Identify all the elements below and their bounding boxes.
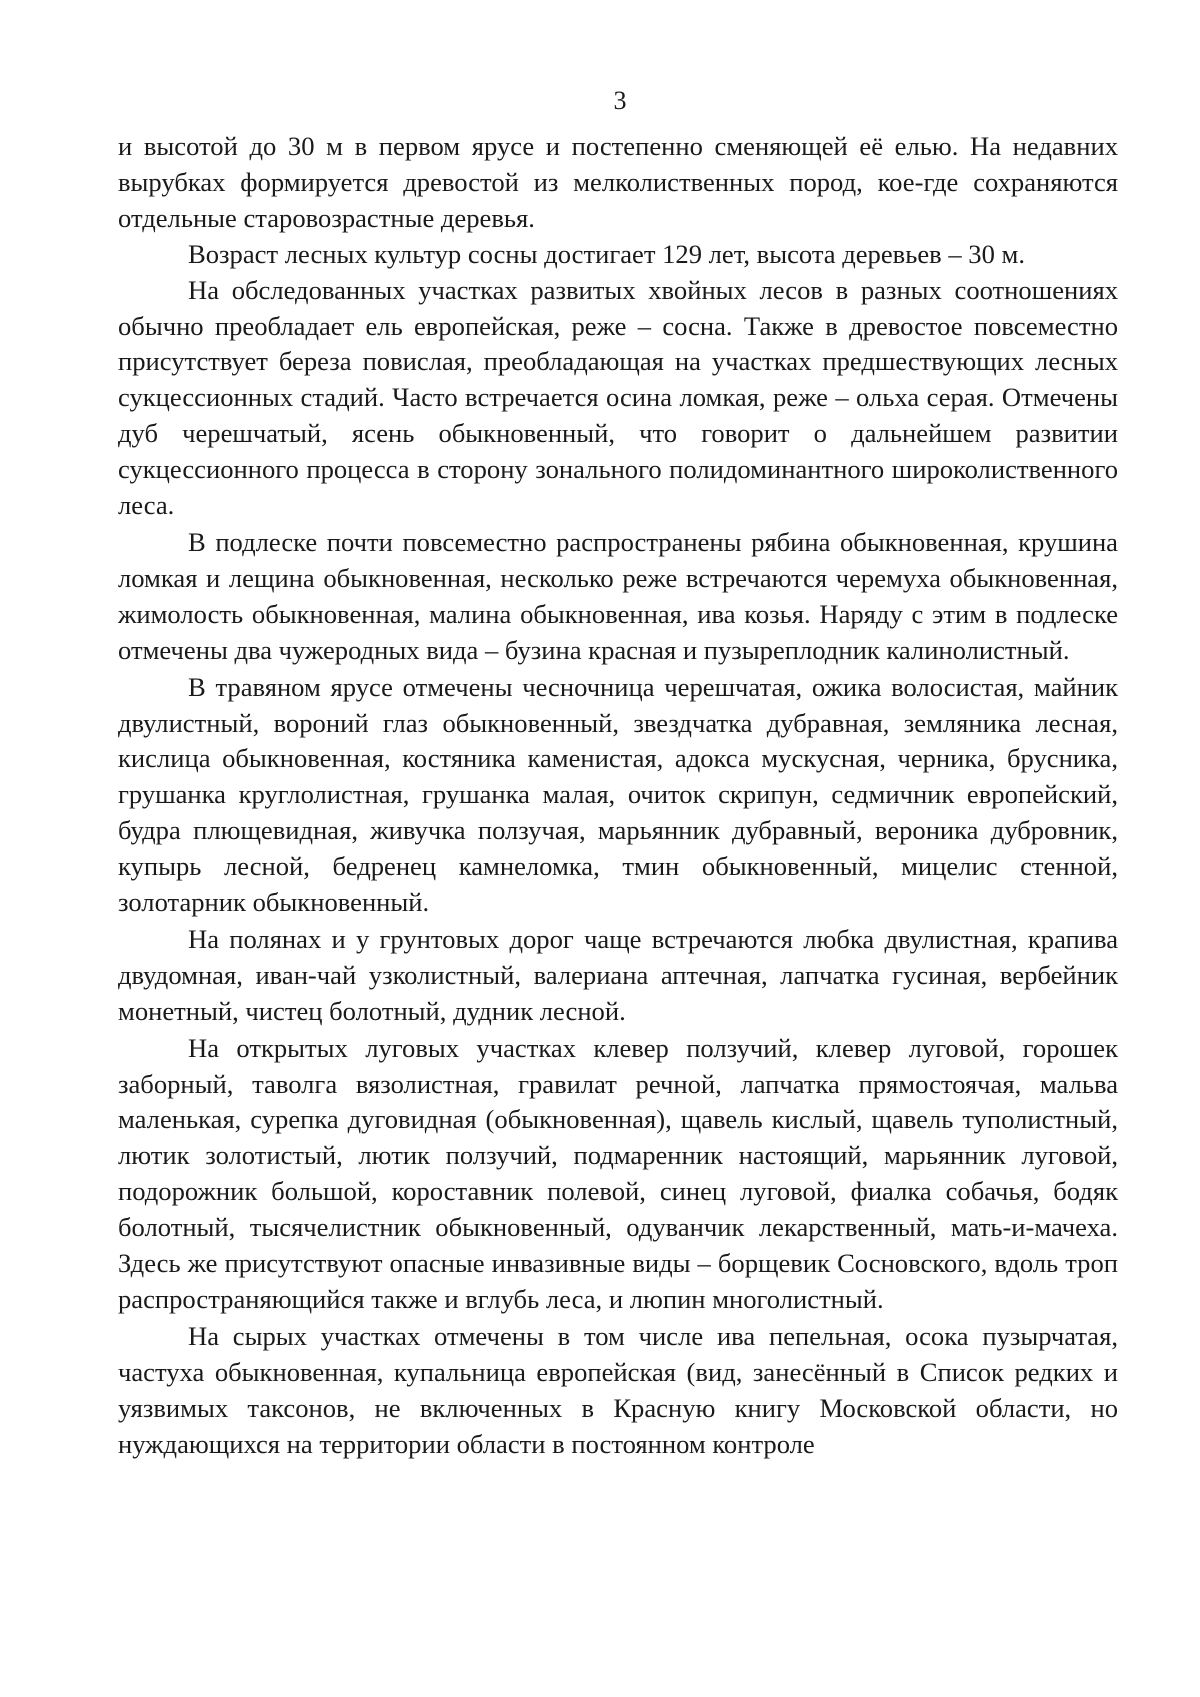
paragraph-continuation: и высотой до 30 м в первом ярусе и постепенно сменяющей её елью. На недавних вырубках формируется древостой из мелколиственных пород, кое-где сохраняются отдельные старовозрастные деревья. (118, 131, 1118, 233)
paragraph-herb-layer: В травяном ярусе отмечены чесночница черешчатая, ожика волосистая, майник двулистный, вороний глаз обыкновенный, звездчатка дубравная, земляника лесная, кислица обыкновенная, костяника каменистая, адокса мускусная, черника, брусника, грушанка круглолистная, грушанка малая, очиток скрипун, седмичник европейский, будра плющевидная, живучка ползучая, марьянник дубравный, вероника дубровник, купырь лесной, бедренец камнеломка, тмин обыкновенный, мицелис стенной, золотарник обыкновенный. (118, 671, 1118, 918)
paragraph-culture-age: Возраст лесных культур сосны достигает 129 лет, высота деревьев – 30 м. (188, 238, 1026, 269)
paragraph-meadows: На открытых луговых участках клевер ползучий, клевер луговой, горошек заборный, таволга вязолистная, гравилат речной, лапчатка прямостоячая, мальва маленькая, сурепка дуговидная (обыкновенная), щавель кислый, щавель туполистный, лютик золотистый, лютик ползучий, подмаренник настоящий, марьянник луговой, подорожник большой, короставник полевой, синец луговой, фиалка собачья, бодяк болотный, тысячелистник обыкновенный, одуванчик лекарственный, мать-и-мачеха. Здесь же присутствуют опасные инвазивные виды – борщевик Сосновского, вдоль троп распространяющийся также и вглубь леса, и люпин многолистный. (118, 1032, 1118, 1314)
page-number: 3 (613, 86, 627, 115)
paragraph-wet-areas: На сырых участках отмечены в том числе ива пепельная, осока пузырчатая, частуха обыкновенная, купальница европейская (вид, занесённый в Список редких и уязвимых таксонов, не включенных в Красную книгу Московской области, но нуждающихся на территории области в постоянном контроле (118, 1320, 1118, 1459)
paragraph-forest-composition: На обследованных участках развитых хвойных лесов в разных соотношениях обычно преобладает ель европейская, реже – сосна. Также в древостое повсеместно присутствует береза повислая, преобладающая на участках предшествующих лесных сукцессионных стадий. Часто встречается осина ломкая, реже – ольха серая. Отмечены дуб черешчатый, ясень обыкновенный, что говорит о дальнейшем развитии сукцессионного процесса в сторону зонального полидоминантного широколиственного леса. (118, 274, 1118, 521)
paragraph-glades: На полянах и у грунтовых дорог чаще встречаются любка двулистная, крапива двудомная, иван-чай узколистный, валериана аптечная, лапчатка гусиная, вербейник монетный, чистец болотный, дудник лесной. (118, 923, 1118, 1026)
paragraph-undergrowth: В подлеске почти повсеместно распространены рябина обыкновенная, крушина ломкая и лещина обыкновенная, несколько реже встречаются черемуха обыкновенная, жимолость обыкновенная, малина обыкновенная, ива козья. Наряду с этим в подлеске отмечены два чужеродных вида – бузина красная и пузыреплодник калинолистный. (118, 526, 1118, 665)
document-body (118, 129, 1118, 1463)
